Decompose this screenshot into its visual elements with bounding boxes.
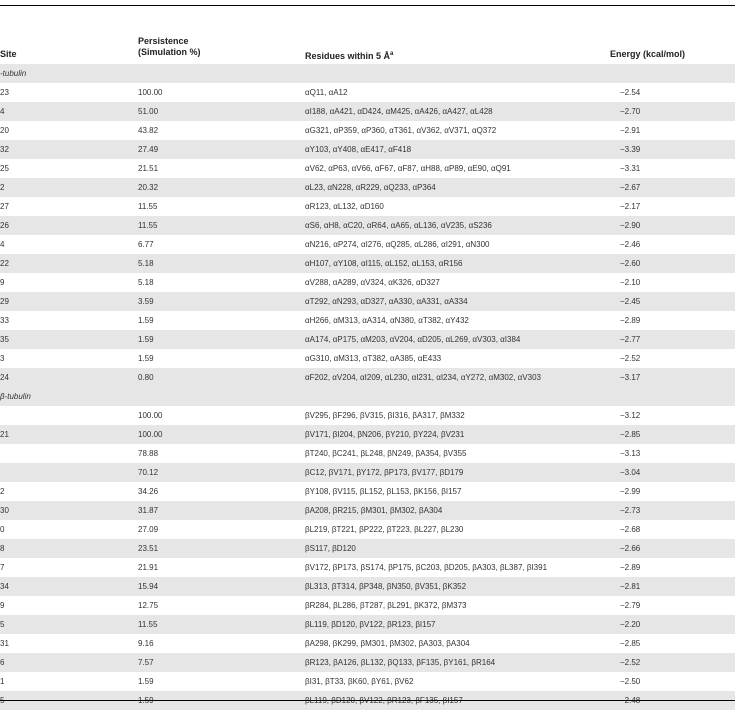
persistence-cell: 100.00 <box>138 88 163 97</box>
persistence-cell: 20.32 <box>138 183 159 192</box>
persistence-cell: 5.18 <box>138 259 154 268</box>
energy-cell: −2.85 <box>620 639 641 648</box>
table-row <box>0 539 735 558</box>
table-row <box>0 83 735 102</box>
persistence-cell: 11.55 <box>138 202 158 211</box>
residues-cell: βL313, βT314, βP348, βN350, βV351, βK352 <box>305 582 467 591</box>
residues-cell: αN216, αP274, αI276, αQ285, αL286, αI291, αN300 <box>305 240 490 249</box>
energy-cell: −2.45 <box>620 297 641 306</box>
header-energy: Energy (kcal/mol) <box>610 49 686 59</box>
table-row <box>0 558 735 577</box>
site-cell: 4 <box>0 240 5 249</box>
table-row <box>0 330 735 349</box>
residues-cell: αA174, αP175, αM203, αV204, αD205, αL269, αV303, αI384 <box>305 335 521 344</box>
residues-cell: βI31, βT33, βK60, βY61, βV62 <box>305 677 414 686</box>
residues-cell: βT240, βC241, βL248, βN249, βA354, βV355 <box>305 449 467 458</box>
persistence-cell: 6.77 <box>138 240 154 249</box>
energy-cell: −2.89 <box>620 563 641 572</box>
persistence-cell: 23.51 <box>138 544 159 553</box>
header-persistence <box>138 36 201 58</box>
persistence-cell: 78.88 <box>138 449 159 458</box>
site-cell: 21 <box>0 430 9 439</box>
persistence-cell: 51.00 <box>138 107 159 116</box>
site-cell: 5 <box>0 620 5 629</box>
site-cell: 0 <box>0 525 5 534</box>
energy-cell: −2.68 <box>620 525 641 534</box>
table-row <box>0 349 735 368</box>
persistence-cell: 12.75 <box>138 601 159 610</box>
site-cell: 32 <box>0 145 9 154</box>
persistence-cell: 21.51 <box>138 164 159 173</box>
table-row <box>0 311 735 330</box>
energy-cell: −2.54 <box>620 88 641 97</box>
table-row <box>0 520 735 539</box>
persistence-cell: 100.00 <box>138 411 163 420</box>
energy-cell: −2.50 <box>620 677 641 686</box>
residues-cell: αG321, αP359, αP360, αT361, αV362, αV371, αQ372 <box>305 126 497 135</box>
residues-cell: αI188, αA421, αD424, αM425, αA426, αA427, αL428 <box>305 107 493 116</box>
table-row <box>0 577 735 596</box>
site-cell: 2 <box>0 183 5 192</box>
table-row <box>0 292 735 311</box>
energy-cell: −3.17 <box>620 373 641 382</box>
table-row <box>0 406 735 425</box>
persistence-cell: 7.57 <box>138 658 154 667</box>
site-cell: 22 <box>0 259 9 268</box>
persistence-cell: 100.00 <box>138 430 163 439</box>
energy-cell: −2.91 <box>620 126 641 135</box>
residues-cell: αR123, αL132, αD160 <box>305 202 384 211</box>
site-cell: 30 <box>0 506 9 515</box>
site-cell: 26 <box>0 221 9 230</box>
site-cell: 2 <box>0 487 5 496</box>
table-row <box>0 501 735 520</box>
header-residues-text: Residues within 5 Å <box>305 51 391 61</box>
table-top-rule <box>0 5 735 6</box>
site-cell: 34 <box>0 582 9 591</box>
persistence-cell: 5.18 <box>138 278 154 287</box>
residues-cell: βC12, βV171, βY172, βP173, βV177, βD179 <box>305 468 464 477</box>
persistence-cell: 11.55 <box>138 620 158 629</box>
energy-cell: −2.79 <box>620 601 641 610</box>
energy-cell: −2.89 <box>620 316 641 325</box>
residues-cell: αV288, αA289, αV324, αK326, αD327 <box>305 278 440 287</box>
residues-cell: αH266, αM313, αA314, αN380, αT382, αY432 <box>305 316 469 325</box>
table-row <box>0 634 735 653</box>
site-cell: 9 <box>0 601 5 610</box>
residues-cell: αT292, αN293, αD327, αA330, αA331, αA334 <box>305 297 468 306</box>
table-row <box>0 596 735 615</box>
header-persistence-line2: (Simulation %) <box>138 47 201 57</box>
residues-cell: αG310, αM313, αT382, αA385, αE433 <box>305 354 442 363</box>
persistence-cell: 9.16 <box>138 639 154 648</box>
table-row <box>0 273 735 292</box>
residues-cell: αS6, αH8, αC20, αR64, αA65, αL136, αV235, αS236 <box>305 221 492 230</box>
persistence-cell: 3.59 <box>138 297 154 306</box>
energy-cell: −2.81 <box>620 582 641 591</box>
table-row <box>0 197 735 216</box>
energy-cell: −2.52 <box>620 354 641 363</box>
site-cell: 35 <box>0 335 9 344</box>
table-row <box>0 672 735 691</box>
residues-cell: αY103, αY408, αE417, αF418 <box>305 145 412 154</box>
persistence-cell: 31.87 <box>138 506 159 515</box>
residues-cell: βV295, βF296, βV315, βI316, βA317, βM332 <box>305 411 465 420</box>
persistence-cell: 15.94 <box>138 582 159 591</box>
persistence-cell: 27.09 <box>138 525 159 534</box>
energy-cell: −2.73 <box>620 506 641 515</box>
persistence-cell: 21.91 <box>138 563 159 572</box>
table-body <box>0 64 735 710</box>
site-cell: 33 <box>0 316 9 325</box>
site-cell: 23 <box>0 88 9 97</box>
persistence-cell: 0.80 <box>138 373 154 382</box>
persistence-cell: 34.26 <box>138 487 159 496</box>
table-row <box>0 615 735 634</box>
energy-cell: −2.67 <box>620 183 641 192</box>
energy-cell: −2.99 <box>620 487 641 496</box>
header-residues <box>305 49 393 62</box>
energy-cell: −2.46 <box>620 240 641 249</box>
table-row <box>0 444 735 463</box>
energy-cell: −2.17 <box>620 202 641 211</box>
energy-cell: −2.10 <box>620 278 641 287</box>
table-row <box>0 653 735 672</box>
site-cell: 29 <box>0 297 9 306</box>
residues-cell: βR123, βA126, βL132, βQ133, βF135, βY161, βR164 <box>305 658 496 667</box>
energy-cell: −3.31 <box>620 164 641 173</box>
site-cell: 6 <box>0 658 5 667</box>
site-cell: 31 <box>0 639 9 648</box>
site-cell: 25 <box>0 164 9 173</box>
energy-cell: −3.04 <box>620 468 641 477</box>
table-row <box>0 254 735 273</box>
site-cell: 4 <box>0 107 5 116</box>
site-cell: 27 <box>0 202 9 211</box>
residues-cell: βS117, βD120 <box>305 544 356 553</box>
section-title: β-tubulin <box>0 392 31 401</box>
persistence-cell: 1.59 <box>138 354 154 363</box>
energy-cell: −2.90 <box>620 221 641 230</box>
residues-cell: αV62, αP63, αV66, αF67, αF87, αH88, αP89, αE90, αQ91 <box>305 164 511 173</box>
header-persistence-line1: Persistence <box>138 36 189 46</box>
residues-cell: βV172, βP173, βS174, βP175, βC203, βD205, βA303, βL387, βI391 <box>305 563 548 572</box>
table-row <box>0 140 735 159</box>
persistence-cell: 11.55 <box>138 221 158 230</box>
residues-cell: βR284, βL286, βT287, βL291, βK372, βM373 <box>305 601 467 610</box>
residues-cell: βL119, βD120, βV122, βR123, βI157 <box>305 620 436 629</box>
residues-cell: αL23, αN228, αR229, αQ233, αP364 <box>305 183 436 192</box>
energy-cell: −2.77 <box>620 335 641 344</box>
section-header <box>0 64 735 83</box>
residues-cell: αH107, αY108, αI115, αL152, αL153, αR156 <box>305 259 463 268</box>
residues-cell: βA298, βK299, βM301, βM302, βA303, βA304 <box>305 639 470 648</box>
residues-cell: αF202, αV204, αI209, αL230, αI231, αI234, αY272, αM302, αV303 <box>305 373 541 382</box>
energy-cell: −3.12 <box>620 411 641 420</box>
persistence-cell: 43.82 <box>138 126 159 135</box>
persistence-cell: 1.59 <box>138 335 154 344</box>
energy-cell: −2.66 <box>620 544 641 553</box>
site-cell: 8 <box>0 544 5 553</box>
energy-cell: −2.52 <box>620 658 641 667</box>
energy-cell: −3.13 <box>620 449 641 458</box>
energy-cell: −3.39 <box>620 145 641 154</box>
section-header <box>0 387 735 406</box>
table-row <box>0 425 735 444</box>
energy-cell: −2.70 <box>620 107 641 116</box>
site-cell: 9 <box>0 278 5 287</box>
persistence-cell: 70.12 <box>138 468 159 477</box>
table-row <box>0 463 735 482</box>
energy-cell: −2.60 <box>620 259 641 268</box>
table-row <box>0 368 735 387</box>
site-cell: 1 <box>0 677 5 686</box>
residues-cell: βV171, βI204, βN206, βY210, βY224, βV231 <box>305 430 465 439</box>
table-row <box>0 121 735 140</box>
section-title: -tubulin <box>0 69 27 78</box>
site-cell: 3 <box>0 354 5 363</box>
table-bottom-rule <box>0 700 735 701</box>
table-row <box>0 235 735 254</box>
residues-cell: βA208, βR215, βM301, βM302, βA304 <box>305 506 443 515</box>
energy-cell: −2.20 <box>620 620 641 629</box>
persistence-cell: 1.59 <box>138 316 154 325</box>
table-row <box>0 178 735 197</box>
persistence-cell: 27.49 <box>138 145 159 154</box>
site-cell: 7 <box>0 563 5 572</box>
energy-cell: −2.85 <box>620 430 641 439</box>
header-residues-footnote: a <box>390 51 394 57</box>
table-row <box>0 102 735 121</box>
table-header <box>0 36 735 62</box>
site-cell: 20 <box>0 126 9 135</box>
table-row <box>0 159 735 178</box>
header-site: Site <box>0 49 17 59</box>
persistence-cell: 1.59 <box>138 677 154 686</box>
residues-cell: αQ11, αA12 <box>305 88 348 97</box>
residues-cell: βL219, βT221, βP222, βT223, βL227, βL230 <box>305 525 464 534</box>
residues-cell: βY108, βV115, βL152, βL153, βK156, βI157 <box>305 487 462 496</box>
table-row <box>0 216 735 235</box>
site-cell: 24 <box>0 373 9 382</box>
table-row <box>0 482 735 501</box>
